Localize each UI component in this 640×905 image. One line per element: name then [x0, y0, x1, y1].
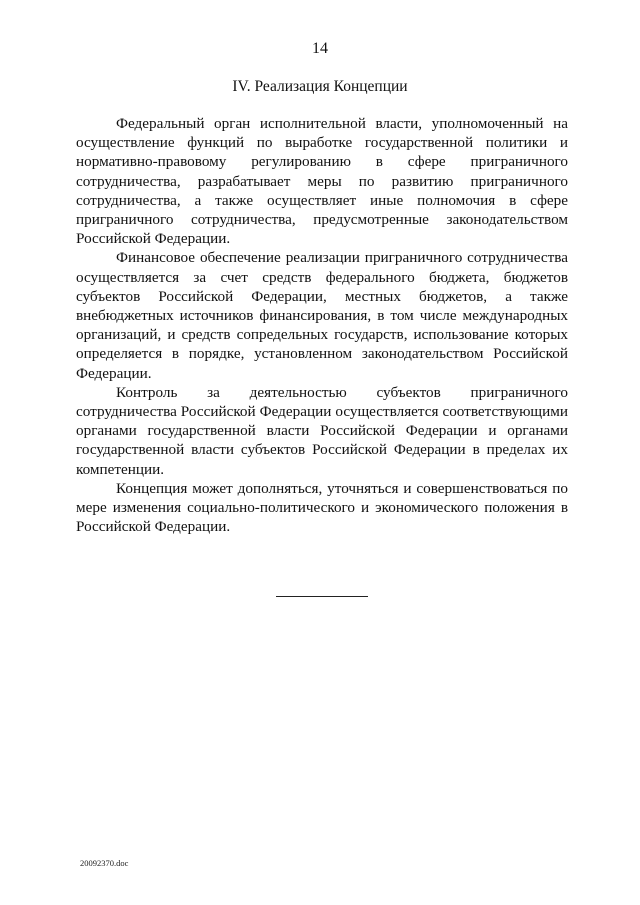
page-number: 14	[312, 40, 328, 57]
paragraph-concept-updates: Концепция может дополняться, уточняться и совершенствоваться по мере изменения социально-политического и экономического положения в Российской Федерации.	[76, 479, 568, 536]
document-body	[76, 114, 568, 536]
paragraph-federal-body: Федеральный орган исполнительной власти, уполномоченный на осуществление функций по выработке государственной политики и нормативно-правовому регулированию в сфере приграничного сотрудничества, разрабатывает меры по развитию приграничного сотрудничества, а также осуществляет иные полномочия в сфере приграничного сотрудничества, предусмотренные законодательством Российской Федерации.	[76, 115, 568, 248]
section-title: IV. Реализация Концепции	[232, 78, 408, 95]
paragraph-control: Контроль за деятельностью субъектов приграничного сотрудничества Российской Федерации осуществляется соответствующими органами государственной власти Российской Федерации и органами государственной власти субъектов Российской Федерации в пределах их компетенции.	[76, 383, 568, 478]
footer-filename: 20092370.doc	[80, 858, 129, 868]
paragraph-financing: Финансовое обеспечение реализации приграничного сотрудничества осуществляется за счет средств федерального бюджета, бюджетов субъектов Российской Федерации, местных бюджетов, а также внебюджетных источников финансирования, в том числе международных организаций, и средств сопредельных государств, использование которых определяется в порядке, установленном законодательством Российской Федерации.	[76, 249, 568, 382]
end-separator-line	[276, 596, 368, 597]
